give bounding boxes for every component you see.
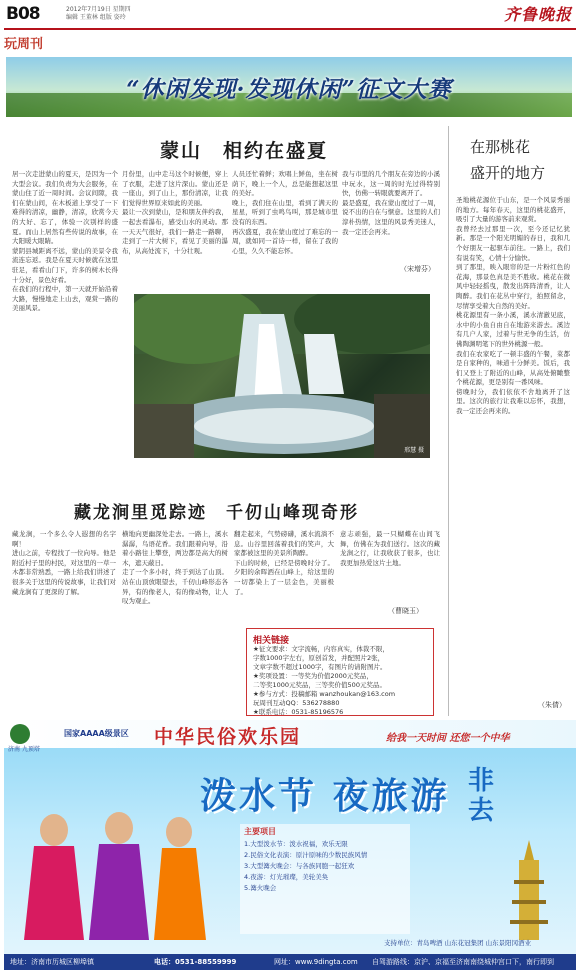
info-line: 玩周刊互动QQ：536278880 <box>253 699 340 707</box>
article2-title: 藏龙涧里觅踪迹 千仞山峰现奇形 <box>74 503 359 523</box>
article3-title-line2: 盛开的地方 <box>470 164 546 182</box>
ad-contact-bar <box>4 954 576 970</box>
ad-slogan: 给我一天时间 还您一个中华 <box>386 733 510 744</box>
article2-col4: 意志顽强，最一只蝴蝶在山间飞舞，仿佛在为我们送行。这次的藏龙涧之行，让我收获了很多，也让我更加热爱这片土地。 <box>340 530 440 567</box>
masthead-logo: 齐鲁晚报 <box>503 5 572 24</box>
info-line: ★奖项设置：一等奖为价值2000元奖品， <box>253 672 373 680</box>
program-item: 1.大型泼水节：泼水祝福，欢乐无限 <box>244 840 348 848</box>
section-rule <box>4 28 576 46</box>
article2-col3: 翻走起来，气势磅礴，溪水流淌不息。山谷里回荡着我们的笑声，大家都被这里的美景所陶醉。 下山的时候，已经是傍晚时分了。夕阳的余晖洒在山峰上，给这里的一切都染上了一层金色，美丽极了。 <box>234 530 334 596</box>
ad-headline-side: 非去 <box>468 766 495 826</box>
program-item: 4.夜游：灯光璀璨，美轮美奂 <box>244 873 329 881</box>
dancers-image <box>14 790 214 950</box>
ad-hotline: 电话：0531-88559999 <box>154 958 237 966</box>
photo-credit: 邢慧 摄 <box>404 447 424 454</box>
info-line: ★征文要求：文字流畅，内容真实，体裁不限， <box>253 645 389 653</box>
column-divider <box>448 126 449 716</box>
banner-title: “休闲发现·发现休闲”征文大赛 <box>126 76 452 103</box>
park-logo-icon <box>10 724 30 744</box>
ad-website: 网址：www.9dingta.com <box>274 958 358 966</box>
article1-title: 蒙山 相约在盛夏 <box>160 140 329 162</box>
ad-title: 中华民俗欢乐园 <box>154 726 302 748</box>
program-item: 2.民俗文化表演：原汁原味的少数民族风情 <box>244 851 368 859</box>
page-number: B08 <box>6 4 40 24</box>
article1-col3: 人员还忙着鲜；欢唱上鲜鱼，坐在树荫下，晚上一个人，总是能想起这里的美好。 晚上，我们住在山里，看到了满天的星星，听到了虫鸣鸟叫，那是城市里没有的东西。 再次盛夏，我在蒙山度过了难忘的一周，就如同一首诗一样，留在了我的心里，久久不能忘怀。 <box>232 170 338 255</box>
program-item: 5.篝火晚会 <box>244 884 277 892</box>
article3-title-line1: 在那桃花 <box>470 138 531 156</box>
program-list-title: 主要项目 <box>244 827 276 836</box>
ad-sponsor: 国家AAAA级景区 <box>64 729 129 738</box>
article3-body: 圣地桃花源位于山东，是一个风景秀丽的地方。每年春天，这里的桃花盛开，吸引了大量的游客前来观赏。 我曾经去过那里一次，至今还记忆犹新。那是一个阳光明媚的春日，我和几个好朋友一起驱车前往。一路上，我们有说有笑，心情十分愉快。 到了那里，映入眼帘的是一片粉红色的花海，那景色真是美不胜收。桃花在微风中轻轻摇曳，散发出阵阵清香，让人陶醉。我们在花丛中穿行，拍照留念，尽情享受着大自然的美好。 桃花源里有一条小溪，溪水清澈见底，水中的小鱼自由自在地游来游去。溪边有几户人家，过着与世无争的生活，仿佛陶渊明笔下的世外桃源一般。 我们在农家吃了一顿丰盛的午餐，菜都是自家种的，味道十分鲜美。饭后，我们又登上了附近的山峰，从高处俯瞰整个桃花源，更是别有一番风味。 傍晚时分，我们依依不舍地离开了这里。这次的旅行让我难以忘怀，我想，我一定还会再来的。 <box>456 196 570 416</box>
related-links-title: 相关链接 <box>253 636 290 646</box>
ad-headline: 泼水节 夜旅游 <box>200 776 450 817</box>
related-links-body <box>253 645 429 717</box>
info-line: ★联系电话：0531-85196576 <box>253 708 344 716</box>
article2-col1: 藏龙涧，一个多么令人遐想的名字啊！ 进山之前，专程找了一位向导。他是附近村子里的村民，对这里的一草一木都非常熟悉，一路上给我们讲述了很多关于这里的传说故事，让我们对藏龙涧有了更深的了解。 <box>12 530 116 596</box>
article1-col2: 月份里，山中走马这个时候便，穿上了衣服，走进了这片深山。蒙山还是一座山，到了山上，那份清凉，让我们觉得世界原来如此的美丽。 最让一次到蒙山，是和朋友伴约我，一起去看瀑布，感受山水的灵动。那一天天气很好，我们一路走一路聊，走到了一片大树下，看见了美丽的瀑布，从高处流下，十分壮观。 <box>122 170 228 255</box>
article2-byline: （曹晓玉） <box>388 607 423 615</box>
article3-byline: （朱倩） <box>538 701 566 709</box>
contest-banner <box>6 57 572 117</box>
issue-meta <box>66 6 131 22</box>
program-item: 3.大型篝火晚会：与各族同胞一起狂欢 <box>244 862 355 870</box>
issue-editors: 编辑 王董林 组版 姿玲 <box>66 14 126 21</box>
section-name: 玩周刊 <box>4 37 44 52</box>
ad-supporters: 支持单位：青岛啤酒 山东花冠集团 山东景阳冈酒业 <box>384 939 532 947</box>
article1-col4: 我与市里的几个朋友在旁边的小溪中玩水，这一周的时光过得特别快，仿佛一转眼就要离开了。 最是盛夏，我在蒙山度过了一周，说不出的自在与惬意。这里的人们淳朴热情，这里的风景秀美迷人，我一定还会再来。 <box>342 170 440 236</box>
info-line: 文章字数不超过1000字，有图片的请附图片。 <box>253 663 387 671</box>
ad-route: 自驾游路线：京沪、京福至济南南绕城仲宫口下，南行即到 <box>372 958 554 966</box>
waterfall-illustration <box>134 294 430 458</box>
ad-brand: 济南 九顶塔 <box>8 746 40 753</box>
festival-advertisement <box>4 720 576 970</box>
article3-title <box>470 134 545 186</box>
info-line: ★参与方式：投稿邮箱 wanzhoukan@163.com <box>253 690 396 698</box>
waterfall-photo <box>134 294 430 458</box>
info-line: 字数1000字左右，原创首发，并配照片2张， <box>253 654 385 662</box>
article2-col2: 横地向更幽深处走去。一路上，溪水潺潺，鸟语花香。我们跟着向导，沿着小路往上攀登，两边都是高大的树木，遮天蔽日。 走了一个多小时，终于到达了山顶。站在山顶放眼望去，千仞山峰形态各异，有的像老人，有的像动物，让人叹为观止。 <box>122 530 228 606</box>
info-line: 二等奖1000元奖品，三等奖价值500元奖品。 <box>253 681 386 689</box>
article1-byline: （宋增芬） <box>400 265 435 273</box>
article1-col1: 居一次走进蒙山的夏天，是因为一个大型会议。我们负责为大会服务，在蒙山住了近一周时间。会议间隙，我们在蒙山间，在木板道上享受了一下难得的清凉，幽静，清凉，欣赏今天的大好、忘了，体验一次别样的盛夏。而山上居然有些传说的故事，在大阳暖大眼睛。 蒙阴县城距离不远，蒙山的美景令我流连忘返。我是在夏天时候就在这里驻足，看看山门下，许多的树木长得十分好，景色好看。 在我们的行程中，第一天就开始沿着大路，慢慢地走上山去，观赏一路的美丽风景。 <box>12 170 118 313</box>
ad-address: 地址：济南市历城区柳埠镇 <box>10 958 94 966</box>
issue-date: 2012年7月19日 星期四 <box>66 6 131 13</box>
program-list <box>240 824 410 934</box>
related-links-box <box>246 628 434 716</box>
pagoda-image <box>504 840 554 940</box>
